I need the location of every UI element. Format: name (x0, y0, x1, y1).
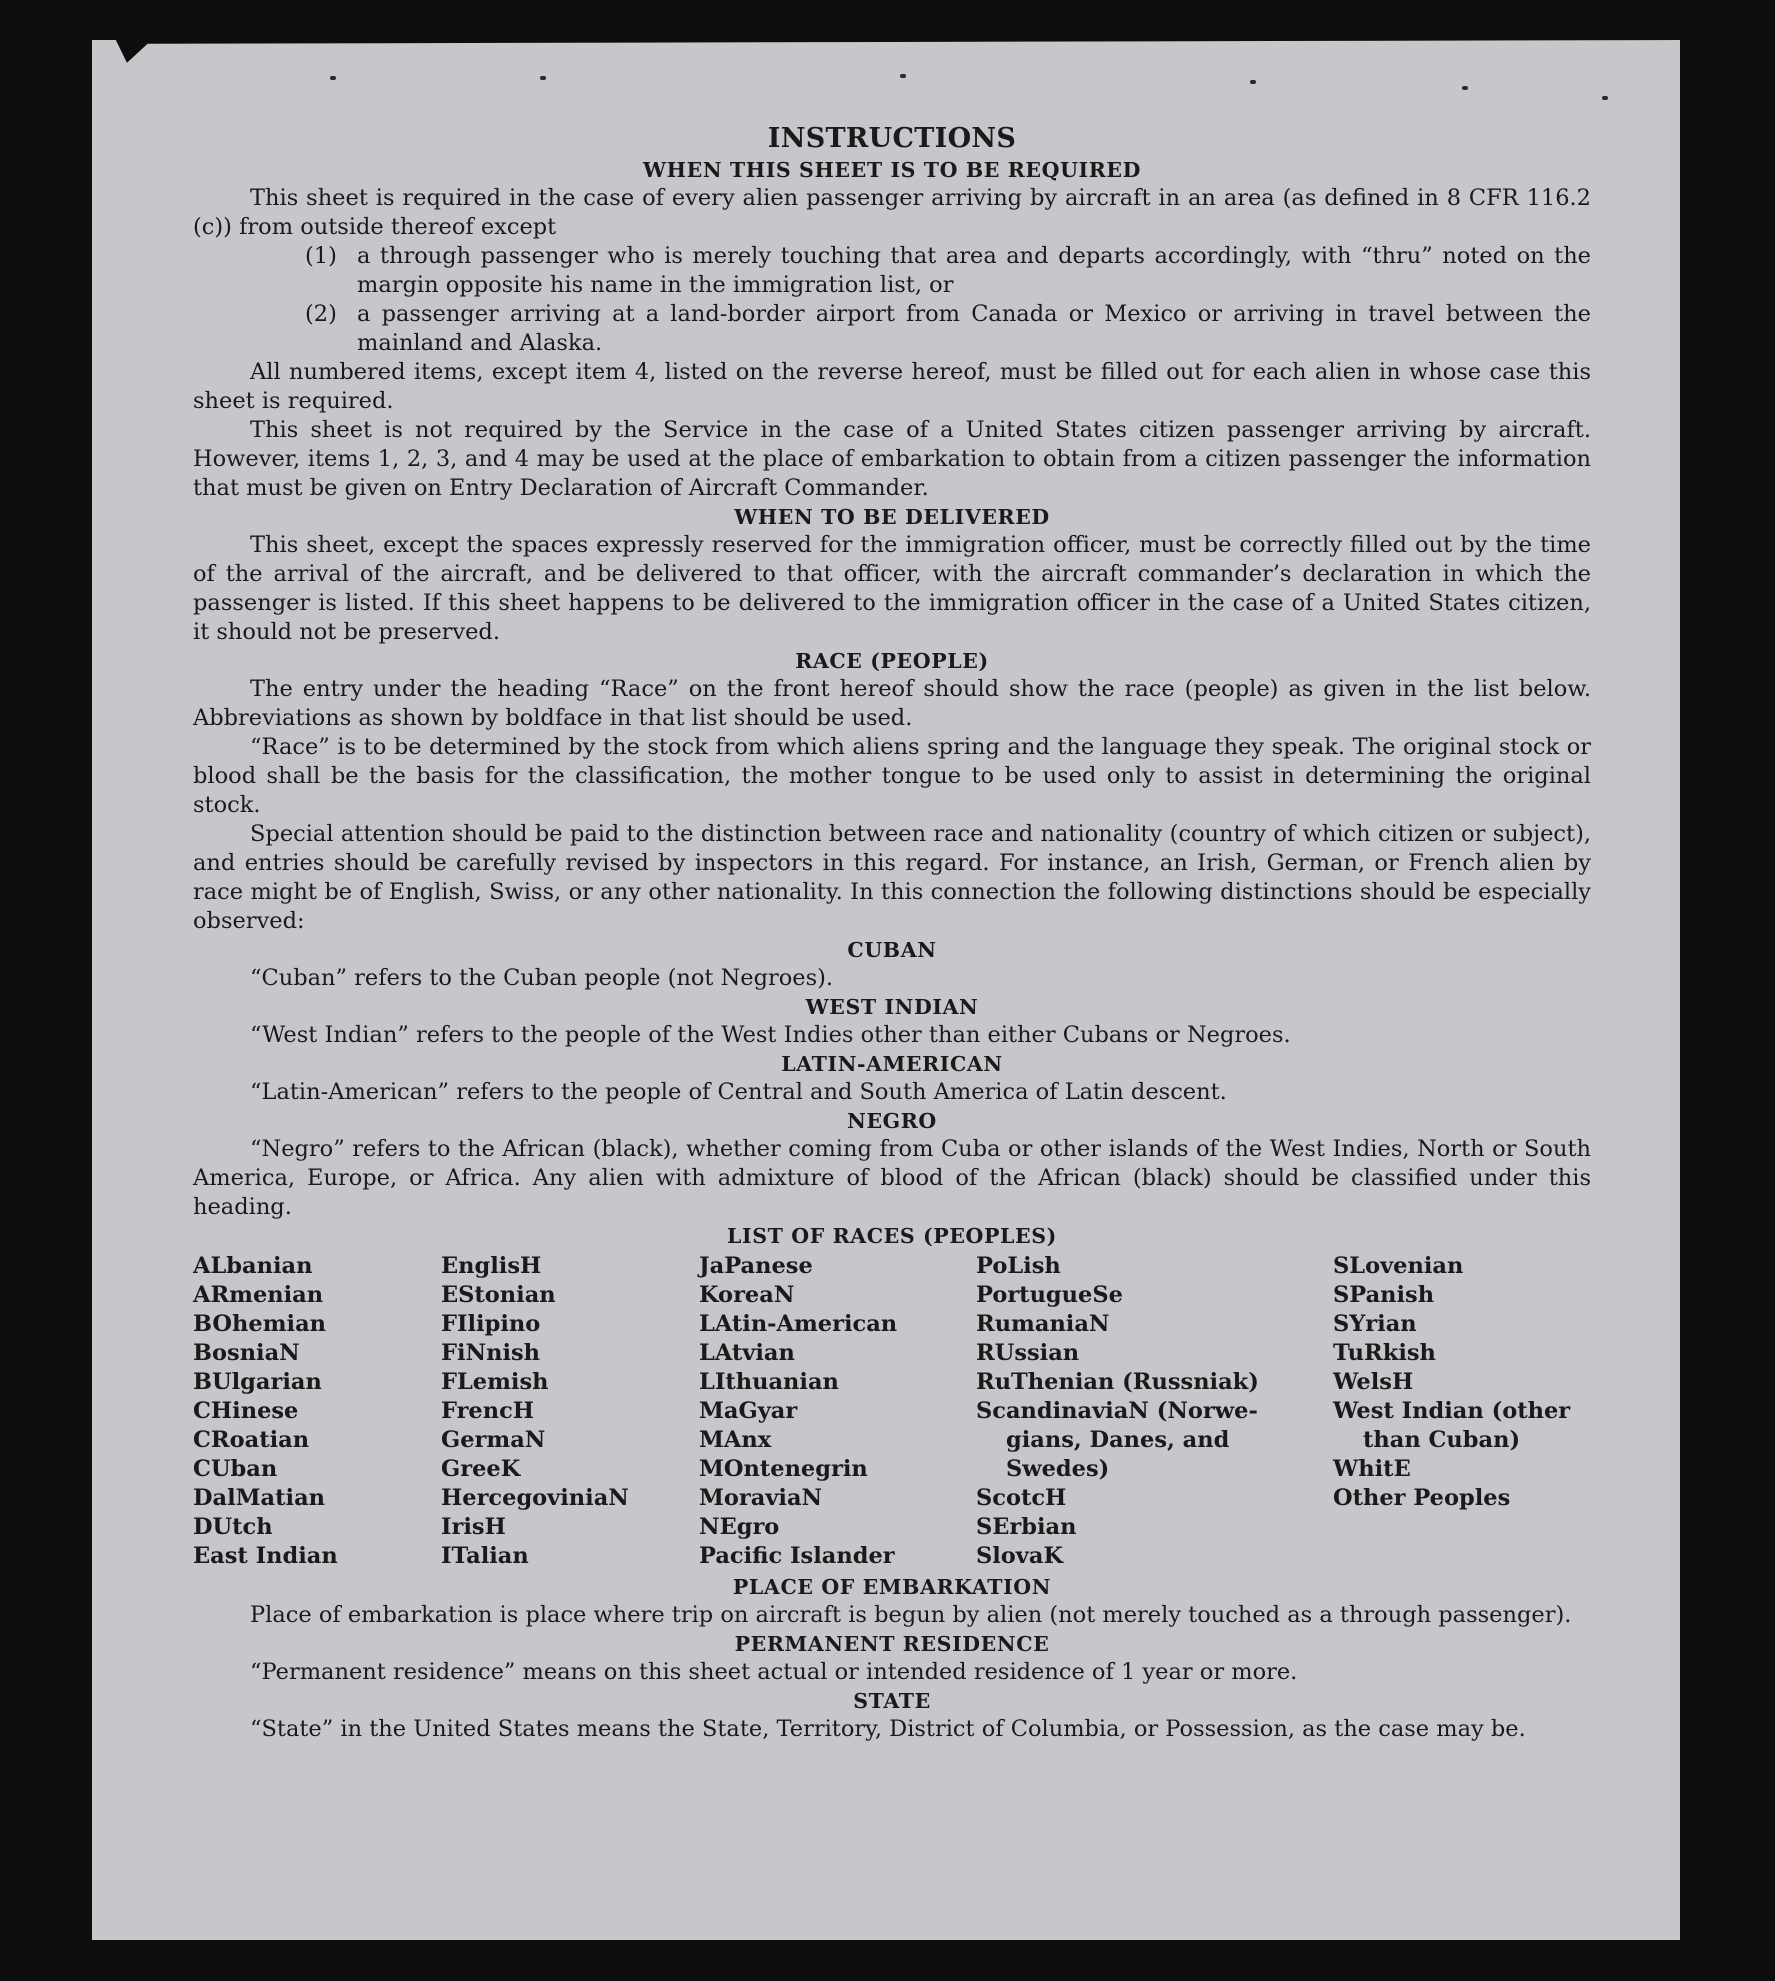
heading-place-of-embarkation: PLACE OF EMBARKATION (732, 1575, 1052, 1599)
race-entry: ALbanian (193, 1253, 313, 1279)
race-entry: SYrian (1333, 1311, 1417, 1337)
race-entry: LAtvian (699, 1340, 795, 1366)
race-entry: ARmenian (193, 1282, 324, 1308)
heading-permanent-residence: PERMANENT RESIDENCE (734, 1632, 1050, 1656)
race-entry: MAnx (699, 1427, 772, 1453)
scan-speck (1462, 86, 1468, 90)
scan-speck (900, 74, 906, 78)
heading-latin-american: LATIN-AMERICAN (781, 1052, 1003, 1076)
heading-west-indian: WEST INDIAN (805, 995, 979, 1019)
race-entry: BosniaN (193, 1340, 300, 1366)
race-entry: GermaN (441, 1427, 546, 1453)
item-text: a through passenger who is merely touching that area and departs accordingly, with “thru” noted on the margin opposite his name in the immigration list, or (357, 243, 1591, 298)
item-number: (2) (305, 301, 337, 327)
race-entry: MoraviaN (699, 1485, 823, 1511)
races-list (193, 1252, 1591, 1571)
paragraph: “Permanent residence” means on this sheet actual or intended residence of 1 year or more. (250, 1659, 1298, 1685)
race-entry: CRoatian (193, 1427, 310, 1453)
race-entry: BUlgarian (193, 1369, 322, 1395)
race-entry: FrencH (441, 1398, 535, 1424)
heading-list-of-races: LIST OF RACES (PEOPLES) (727, 1224, 1057, 1248)
race-entry: MaGyar (699, 1398, 798, 1424)
race-entry: WhitE (1333, 1456, 1411, 1482)
race-entry: than Cuban) (1363, 1427, 1521, 1453)
race-entry: EnglisH (441, 1253, 542, 1279)
race-entry: FLemish (441, 1369, 549, 1395)
item-number: (1) (305, 243, 337, 269)
race-entry: KoreaN (699, 1282, 795, 1308)
race-entry: HercegoviniaN (441, 1485, 629, 1511)
paragraph: “Negro” refers to the African (black), whether coming from Cuba or other islands of the West Indies, North or South America, Europe, or Africa. Any alien with admixture of blood of the African (black) should be classified under this heading. (193, 1136, 1591, 1220)
race-entry: LAtin-American (699, 1311, 898, 1337)
race-entry: BOhemian (193, 1311, 327, 1337)
list-item (193, 300, 1591, 358)
paragraph: “Cuban” refers to the Cuban people (not Negroes). (250, 965, 834, 991)
paragraph: This sheet is required in the case of every alien passenger arriving by aircraft in an area (as defined in 8 CFR 116.2 (c)) from outside thereof except (193, 185, 1591, 240)
paragraph: Place of embarkation is place where trip on aircraft is begun by alien (not merely touched as a through passenger). (250, 1602, 1572, 1628)
paragraph: “West Indian” refers to the people of the West Indies other than either Cubans or Negroes. (250, 1022, 1291, 1048)
race-entry: SPanish (1333, 1282, 1435, 1308)
race-entry: TuRkish (1333, 1340, 1436, 1366)
race-entry: FIlipino (441, 1311, 541, 1337)
race-entry: Other Peoples (1333, 1485, 1511, 1511)
document-text (193, 122, 1591, 1744)
race-entry: PoLish (976, 1253, 1061, 1279)
races-column-1 (193, 1252, 441, 1571)
race-entry: CUban (193, 1456, 278, 1482)
race-entry: WelsH (1333, 1369, 1414, 1395)
heading-cuban: CUBAN (847, 938, 937, 962)
race-entry: PortugueSe (976, 1282, 1123, 1308)
heading-when-required: WHEN THIS SHEET IS TO BE REQUIRED (643, 158, 1141, 182)
paragraph: “Race” is to be determined by the stock from which aliens spring and the language they speak. The original stock or blood shall be the basis for the classification, the mother tongue to be used only to assist in determining the original stock. (193, 734, 1591, 818)
races-column-5 (1333, 1252, 1591, 1571)
scan-speck (1602, 96, 1608, 100)
race-entry: EStonian (441, 1282, 556, 1308)
race-entry: SErbian (976, 1514, 1077, 1540)
race-entry: SLovenian (1333, 1253, 1464, 1279)
race-entry: RumaniaN (976, 1311, 1110, 1337)
races-column-4 (976, 1252, 1333, 1571)
race-entry: West Indian (other (1333, 1398, 1571, 1424)
race-entry: IrisH (441, 1514, 506, 1540)
race-entry: DalMatian (193, 1485, 326, 1511)
race-entry: DUtch (193, 1514, 273, 1540)
scan-speck (330, 76, 336, 80)
race-entry: ScandinaviaN (Norwe- (976, 1398, 1258, 1424)
race-entry: MOntenegrin (699, 1456, 868, 1482)
race-entry: ITalian (441, 1543, 529, 1569)
heading-negro: NEGRO (847, 1109, 937, 1133)
race-entry: CHinese (193, 1398, 299, 1424)
heading-race: RACE (PEOPLE) (795, 649, 989, 673)
race-entry: LIthuanian (699, 1369, 839, 1395)
race-entry: FiNnish (441, 1340, 541, 1366)
paragraph: Special attention should be paid to the distinction between race and nationality (country of which citizen or subject), and entries should be carefully revised by inspectors in this regard. For instance, an Irish, German, or French alien by race might be of English, Swiss, or any other nationality. In this connection the following distinctions should be especially observed: (193, 821, 1591, 934)
list-item (193, 242, 1591, 300)
races-column-3 (699, 1252, 976, 1571)
race-entry: NEgro (699, 1514, 780, 1540)
paragraph: This sheet, except the spaces expressly reserved for the immigration officer, must be correctly filled out by the time of the arrival of the aircraft, and be delivered to that officer, with the aircraft commander’s declaration in which the passenger is listed. If this sheet happens to be delivered to the immigration officer in the case of a United States citizen, it should not be preserved. (193, 532, 1591, 645)
paragraph: All numbered items, except item 4, listed on the reverse hereof, must be filled out for each alien in whose case this sheet is required. (193, 359, 1591, 414)
race-entry: East Indian (193, 1543, 338, 1569)
heading-when-delivered: WHEN TO BE DELIVERED (734, 505, 1050, 529)
race-entry: Swedes) (1006, 1456, 1110, 1482)
race-entry: RUssian (976, 1340, 1080, 1366)
races-column-2 (441, 1252, 699, 1571)
heading-state: STATE (853, 1689, 931, 1713)
page-title: INSTRUCTIONS (767, 123, 1017, 154)
race-entry: SlovaK (976, 1543, 1064, 1569)
race-entry: ScotcH (976, 1485, 1067, 1511)
scan-speck (540, 76, 546, 80)
paragraph: The entry under the heading “Race” on the front hereof should show the race (people) as given in the list below. Abbreviations as shown by boldface in that list should be used. (193, 676, 1591, 731)
paragraph: “Latin-American” refers to the people of Central and South America of Latin descent. (250, 1079, 1227, 1105)
race-entry: gians, Danes, and (1006, 1427, 1230, 1453)
race-entry: JaPanese (699, 1253, 813, 1279)
paragraph: This sheet is not required by the Service in the case of a United States citizen passenger arriving by aircraft. However, items 1, 2, 3, and 4 may be used at the place of embarkation to obtain from a citizen passenger the information that must be given on Entry Declaration of Aircraft Commander. (193, 417, 1591, 501)
race-entry: RuThenian (Russniak) (976, 1369, 1259, 1395)
race-entry: Pacific Islander (699, 1543, 895, 1569)
scan-speck (1250, 80, 1256, 84)
item-text: a passenger arriving at a land-border airport from Canada or Mexico or arriving in travel between the mainland and Alaska. (357, 301, 1591, 356)
paragraph: “State” in the United States means the State, Territory, District of Columbia, or Possession, as the case may be. (250, 1716, 1526, 1742)
race-entry: GreeK (441, 1456, 521, 1482)
